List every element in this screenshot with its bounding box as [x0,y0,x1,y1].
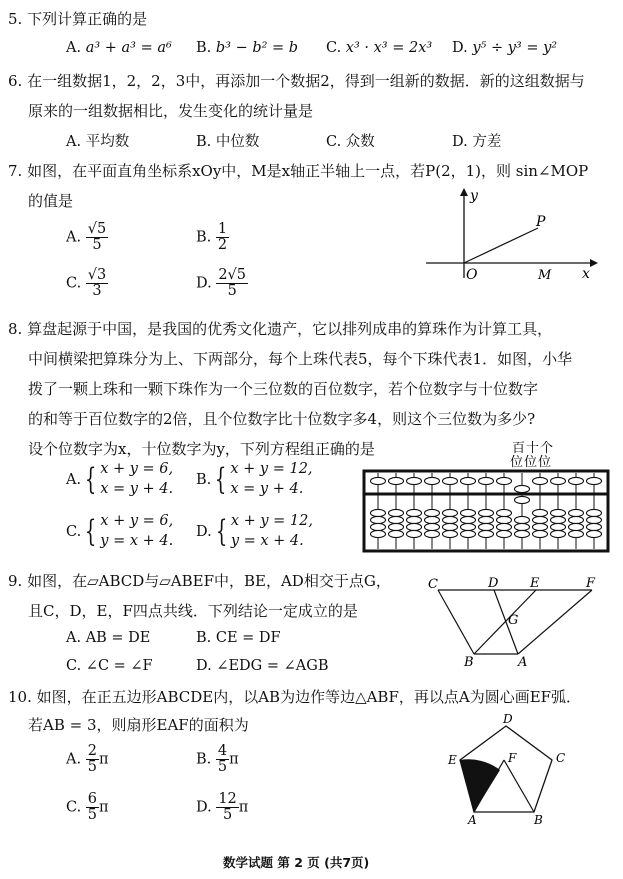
q10-line2: 若AB = 3，则扇形EAF的面积为 [28,716,249,734]
lower-bead [407,516,422,523]
denominator: 5 [87,759,97,776]
denominator: 5 [217,759,228,776]
lower-bead [479,523,494,530]
upper-bead [389,477,404,484]
upper-bead [587,477,602,484]
fraction [86,222,108,253]
option-label: B. [196,471,212,488]
q10-option-d [196,792,248,823]
lower-bead [515,523,530,530]
lower-bead [515,530,530,537]
q8-option-c [66,512,173,551]
option-expr: y⁵ ÷ y³ = y² [472,40,558,56]
lower-bead [479,530,494,537]
fraction [216,792,238,823]
lower-bead [371,516,386,523]
equation-2: x = y + 4. [230,480,304,497]
option-label: A. [66,751,82,768]
option-label: D. [196,275,212,292]
q5-option-c [326,40,432,56]
q9-line2: 且C，D，E，F四点共线．下列结论一定成立的是 [28,602,358,620]
label-o: O [466,267,478,283]
numerator: 6 [87,791,98,807]
lower-bead [587,523,602,530]
line-be [474,590,536,654]
numerator: √5 [87,221,107,237]
option-label: A. [66,229,82,246]
upper-bead [479,477,494,484]
fraction [86,268,108,299]
line-cb [438,590,474,654]
pi-symbol: π [98,751,109,768]
q5-option-a [66,40,172,56]
upper-bead [425,477,440,484]
lower-bead [371,530,386,537]
numerator: 4 [217,743,228,759]
q9-option-c: C. ∠C = ∠F [66,658,153,674]
q9-line1: 9. 如图，在▱ABCD与▱ABEF中，BE，AD相交于点G， [8,572,391,590]
lower-bead [587,516,602,523]
lower-bead [389,523,404,530]
q6-option-a: A. 平均数 [66,134,130,150]
equation-1: x + y = 6, [100,513,174,529]
lower-bead [569,509,584,516]
upper-bead [569,477,584,484]
lower-bead [515,516,530,523]
lower-bead [533,509,548,516]
fraction [86,744,99,775]
option-label: D. [452,40,468,56]
label-b: B [464,655,474,670]
lower-bead [425,516,440,523]
abacus-figure [360,438,612,556]
denominator: 5 [87,807,98,824]
label-e: E [530,576,540,591]
q7-line1: 7. 如图，在平面直角坐标系xOy中，M是x轴正半轴上一点，若P(2，1)，则 sin∠MOP [8,162,589,180]
numerator: √3 [87,267,107,283]
option-label: B. [196,751,212,768]
lower-bead [497,509,512,516]
q9-parallelogram-figure [426,576,612,668]
option-label: B. [196,229,212,246]
lower-bead [443,516,458,523]
brace-icon: { [85,513,97,549]
numerator: 12 [218,791,237,807]
lower-bead [425,509,440,516]
lower-bead [551,509,566,516]
option-expr: a³ + a³ = a⁶ [85,40,172,56]
label-c: C [428,577,438,592]
lower-bead [389,530,404,537]
lower-bead [533,530,548,537]
lower-bead [497,523,512,530]
place-label-row2: 位位位 [510,455,553,470]
q10-line1: 10. 如图，在正五边形ABCDE内，以AB为边作等边△ABF，再以点A为圆心画EF弧． [8,688,582,706]
lower-bead [461,516,476,523]
lower-bead [425,523,440,530]
lower-bead [443,509,458,516]
denominator: 5 [92,237,102,254]
lower-bead [533,516,548,523]
q7-option-a [66,222,108,253]
q8-line1: 8. 算盘起源于中国，是我国的优秀文化遗产，它以排列成串的算珠作为计算工具， [8,320,553,338]
lower-bead [461,523,476,530]
option-label: D. [196,799,212,816]
denominator: 5 [222,807,233,824]
y-axis-arrow [460,188,468,196]
lower-bead [587,530,602,537]
lower-bead [425,530,440,537]
q8-option-a [66,460,173,499]
equation-system [196,512,313,551]
q5-option-b [196,40,298,56]
upper-bead [533,477,548,484]
lower-bead [551,530,566,537]
lower-bead [443,523,458,530]
q8-line4: 的和等于百位数字的2倍，且个位数字比十位数字多4，则这个三位数为多少? [28,410,536,428]
q7-line2: 的值是 [28,192,74,210]
lower-bead [497,516,512,523]
equation-system [196,460,313,499]
option-label: B. [196,40,212,56]
q5-stem: 5. 下列计算正确的是 [8,10,148,28]
line-bf [504,760,534,812]
upper-bead [551,477,566,484]
label-d: D [488,576,499,591]
label-d: D [503,712,513,726]
label-f: F [586,576,596,591]
label-y: y [470,188,478,204]
q8-option-d [196,512,313,551]
q8-line5: 设个位数字为x，十位数字为y，下列方程组正确的是 [28,440,375,458]
q7-option-c [66,268,108,299]
lower-bead [569,516,584,523]
equation-2: y = x + 4. [230,532,304,549]
lower-bead [569,523,584,530]
q8-option-b [196,460,313,499]
label-a: A [518,655,528,670]
label-x: x [582,266,590,282]
fraction [216,222,229,253]
upper-bead [515,485,530,492]
lower-bead [461,530,476,537]
label-g: G [508,613,519,628]
line-af [518,590,592,654]
lower-bead [479,509,494,516]
option-label: C. [66,523,82,540]
place-label-row1: 百十个 [512,441,555,456]
upper-bead [461,477,476,484]
equation-2: y = x + 4. [100,532,174,549]
q9-option-b: B. CE = DF [196,630,281,646]
option-label: A. [66,40,82,56]
q6-line1: 6. 在一组数据1，2，2，3中，再添加一个数据2，得到一组新的数据．新的这组数据与 [8,72,585,90]
q10-option-c [66,792,109,823]
q10-option-b [196,744,239,775]
lower-bead [407,523,422,530]
fraction [216,268,248,299]
numerator: 1 [217,221,228,237]
lower-bead [533,523,548,530]
equation-1: x + y = 6, [100,461,174,477]
lower-bead [551,516,566,523]
ray-op [464,228,538,263]
lower-bead [587,509,602,516]
lower-bead [479,516,494,523]
option-label: C. [326,40,342,56]
q7-option-b [196,222,229,253]
q6-option-d: D. 方差 [452,134,502,150]
q6-line2: 原来的一组数据相比，发生变化的统计量是 [28,102,314,120]
option-label: C. [66,799,82,816]
denominator: 5 [227,283,237,300]
numerator: 2√5 [218,267,247,283]
q8-line2: 中间横梁把算珠分为上、下两部分，每个上珠代表5，每个下珠代表1．如图，小华 [28,350,573,368]
pi-symbol: π [229,751,239,768]
pi-symbol: π [99,799,109,816]
option-expr: x³ · x³ = 2x³ [345,40,433,56]
label-f: F [508,751,517,765]
numerator: 2 [87,743,97,759]
lower-bead [569,530,584,537]
lower-bead [371,523,386,530]
label-e: E [448,753,457,767]
q7-option-d [196,268,248,299]
option-label: D. [196,523,212,540]
q8-line3: 拨了一颗上珠和一颗下珠作为一个三位数的百位数字，若个位数字与十位数字 [28,380,539,398]
option-label: A. [66,471,82,488]
q9-option-a: A. AB = DE [66,630,151,646]
option-label: C. [66,275,82,292]
q10-pentagon-figure [446,712,596,828]
upper-bead [407,477,422,484]
upper-bead [371,477,386,484]
pi-symbol: π [238,799,249,816]
sector-eaf [460,759,500,812]
q5-option-d [452,40,557,56]
q6-option-c: C. 众数 [326,134,375,150]
lower-bead [407,530,422,537]
lower-bead [371,509,386,516]
lower-bead [407,509,422,516]
fraction [216,744,229,775]
lower-bead [443,530,458,537]
lower-bead [551,523,566,530]
lower-bead [389,509,404,516]
label-a: A [468,813,477,827]
equation-1: x + y = 12, [230,513,313,529]
q7-coordinate-figure [420,186,600,282]
label-m: M [538,268,552,283]
lower-bead [461,509,476,516]
equation-system [66,460,173,499]
x-axis-arrow [590,259,598,267]
brace-icon: { [84,461,97,497]
lower-bead [389,516,404,523]
q6-option-b: B. 中位数 [196,134,260,150]
upper-bead [497,477,512,484]
equation-2: x = y + 4. [100,480,174,497]
label-c: C [556,751,566,765]
brace-icon: { [215,461,227,497]
label-p: P [536,214,546,230]
q10-option-a [66,744,108,775]
equation-1: x + y = 12, [230,461,313,477]
option-expr: b³ − b² = b [215,40,299,56]
denominator: 3 [92,283,102,300]
brace-icon: { [215,513,227,549]
page-footer: 数学试题 第 2 页 (共7页) [223,855,370,870]
fraction [86,792,99,823]
denominator: 2 [217,237,228,254]
label-b: B [534,813,543,827]
lower-bead [497,530,512,537]
abacus-rods [371,473,602,549]
lower-bead [515,496,530,503]
q9-option-d: D. ∠EDG = ∠AGB [196,658,329,674]
upper-bead [443,477,458,484]
equation-system [66,512,173,551]
